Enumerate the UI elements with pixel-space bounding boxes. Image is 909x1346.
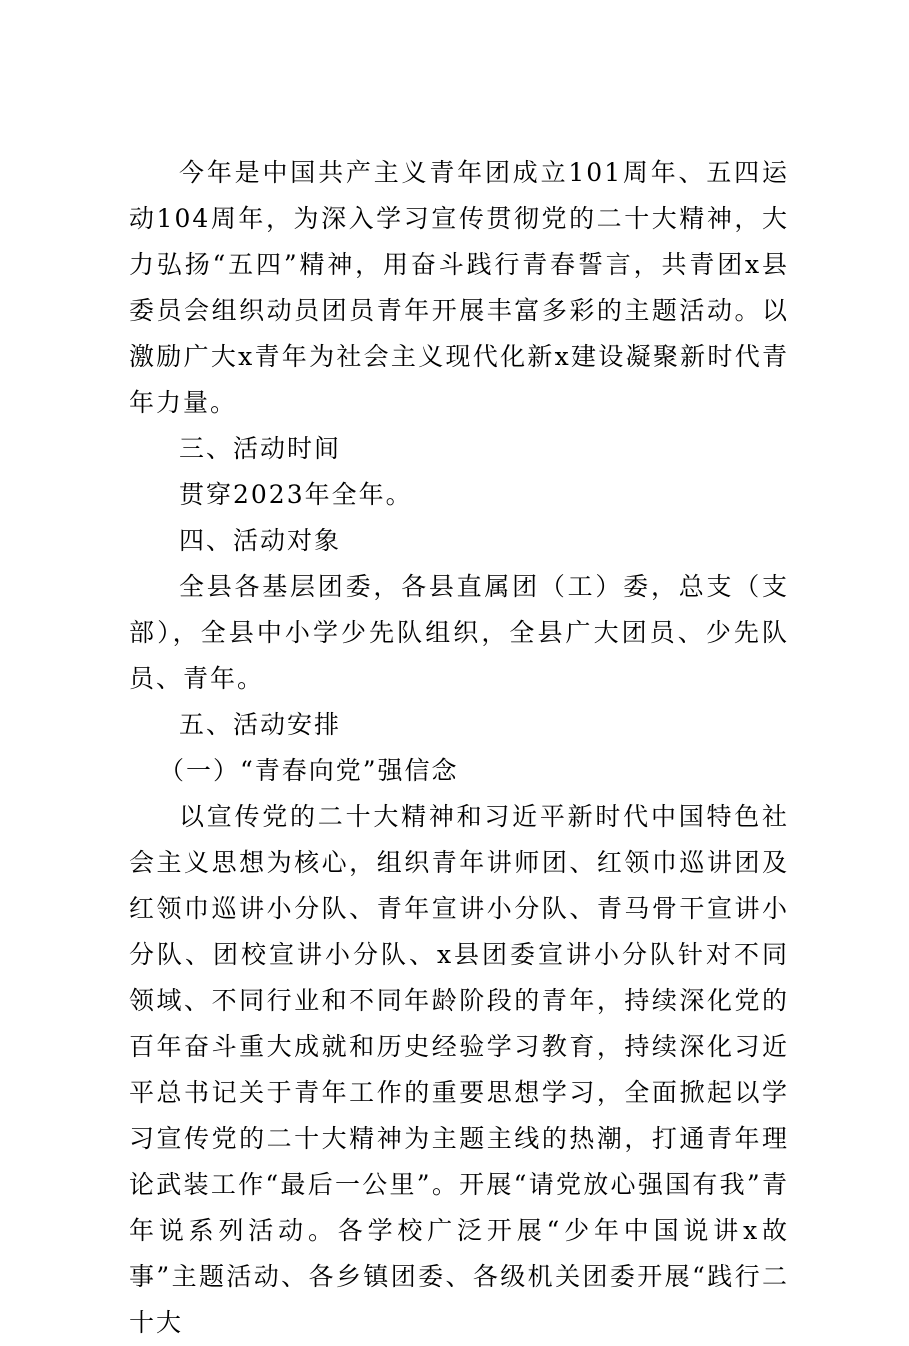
- section-heading-activity-target: 四、活动对象: [179, 526, 342, 555]
- arrangement-paragraph: 以宣传党的二十大精神和习近平新时代中国特色社会主义思想为核心，组织青年讲师团、红领巾巡讲团及红领巾巡讲小分队、青年宣讲小分队、青马骨干宣讲小分队、团校宣讲小分队、x县团委宣讲小分队针对不同领域、不同行业和不同年龄阶段的青年，持续深化党的百年奋斗重大成就和历史经验学习教育，持续深化习近平总书记关于青年工作的重要思想学习，全面掀起以学习宣传党的二十大精神为主题主线的热潮，打通青年理论武装工作“最后一公里”。开展“请党放心强国有我”青年说系列活动。各学校广泛开展“少年中国说讲x故事”主题活动、各乡镇团委、各级机关团委开展“践行二十大: [129, 802, 789, 1337]
- section-heading-activity-arrangement: 五、活动安排: [179, 710, 342, 739]
- subsection-heading-youth-to-party: （一）“青春向党”强信念: [159, 756, 459, 785]
- intro-paragraph: 今年是中国共产主义青年团成立101周年、五四运动104周年，为深入学习宣传贯彻党的二十大精神，大力弘扬“五四”精神，用奋斗践行青春誓言，共青团x县委员会组织动员团员青年开展丰富多彩的主题活动。以激励广大x青年为社会主义现代化新x建设凝聚新时代青年力量。: [129, 158, 789, 417]
- document-body: [129, 150, 789, 1346]
- section-heading-activity-time: 三、活动时间: [179, 434, 342, 463]
- activity-target-paragraph: 全县各基层团委，各县直属团（工）委，总支（支部），全县中小学少先队组织，全县广大团员、少先队员、青年。: [129, 572, 789, 693]
- activity-time-text: 贯穿2023年全年。: [179, 480, 413, 509]
